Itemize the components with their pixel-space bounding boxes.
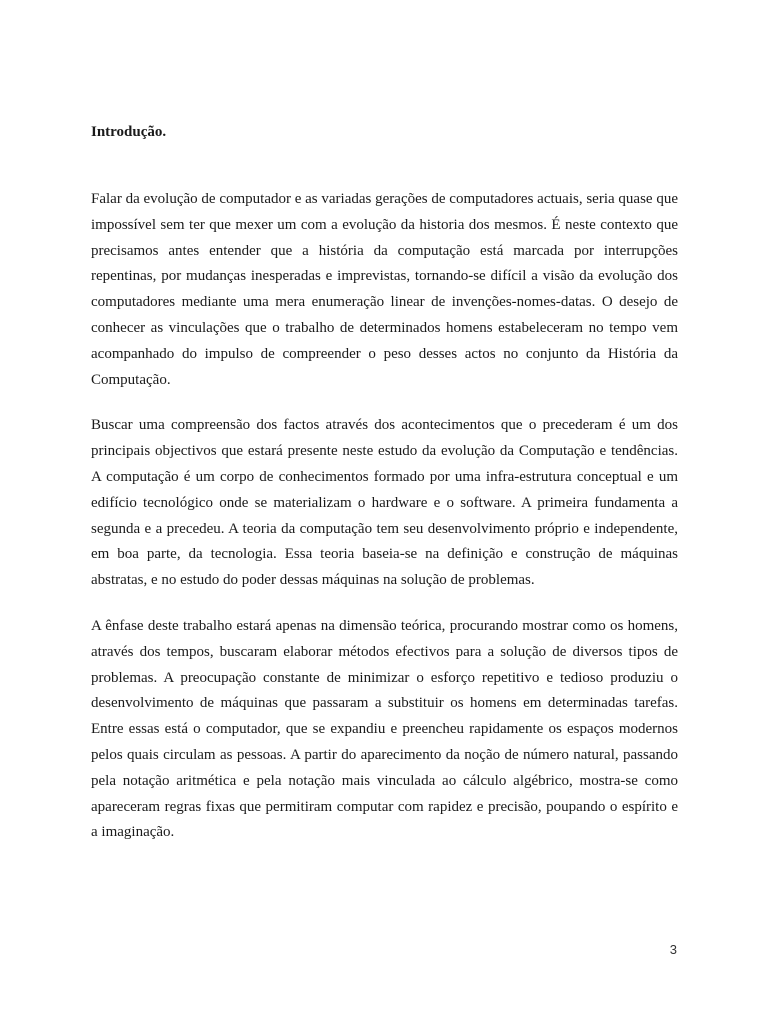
page-number: 3: [669, 942, 677, 957]
paragraph-2: Buscar uma compreensão dos factos através dos acontecimentos que o precederam é um dos principais objectivos que estará presente neste estudo da evolução da Computação e tendências. A computação é um corpo de conhecimentos formado por uma infra-estrutura conceptual e um edifício tecnológico onde se materializam o hardware e o software. A primeira fundamenta a segunda e a precedeu. A teoria da computação tem seu desenvolvimento próprio e independente, em boa parte, da tecnologia. Essa teoria baseia-se na definição e construção de máquinas abstratas, e no estudo do poder dessas máquinas na solução de problemas.: [91, 417, 678, 589]
paragraph-3: A ênfase deste trabalho estará apenas na dimensão teórica, procurando mostrar como os homens, através dos tempos, buscaram elaborar métodos efectivos para a solução de diversos tipos de problemas. A preocupação constante de minimizar o esforço repetitivo e tedioso produziu o desenvolvimento de máquinas que passaram a substituir os homens em determinadas tarefas. Entre essas está o computador, que se expandiu e preencheu rapidamente os espaços modernos pelos quais circulam as pessoas. A partir do aparecimento da noção de número natural, passando pela notação aritmética e pela notação mais vinculada ao cálculo algébrico, mostra-se como apareceram regras fixas que permitiram computar com rapidez e precisão, poupando o espírito e a imaginação.: [91, 617, 678, 841]
paragraph-1: Falar da evolução de computador e as variadas gerações de computadores actuais, seria quase que impossível sem ter que mexer um com a evolução da historia dos mesmos. É neste contexto que precisamos antes entender que a história da computação está marcada por interrupções repentinas, por mudanças inesperadas e imprevistas, tornando-se difícil a visão da evolução dos computadores mediante uma mera enumeração linear de invenções-nomes-datas. O desejo de conhecer as vinculações que o trabalho de determinados homens estabeleceram no tempo vem acompanhado do impulso de compreender o peso desses actos no conjunto da História da Computação.: [91, 191, 678, 388]
body-text: [91, 187, 678, 866]
section-heading: Introdução.: [91, 124, 167, 140]
